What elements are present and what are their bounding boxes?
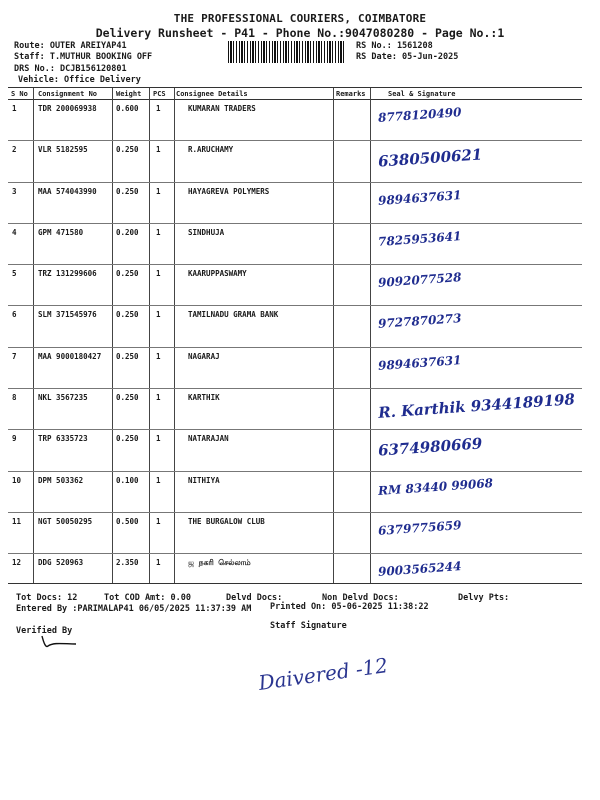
verifier-signature-icon — [38, 632, 78, 652]
route-label: Route: OUTER AREIYAP41 — [14, 41, 127, 51]
row-consignee: NATARAJAN — [188, 434, 229, 444]
row-weight: 0.250 — [116, 269, 139, 279]
row-sno: 8 — [12, 393, 17, 403]
tot-docs: Tot Docs: 12 — [16, 593, 78, 603]
row-consignment: VLR 5182595 — [38, 145, 88, 155]
row-pcs: 1 — [156, 269, 161, 279]
row-signature: 9092077528 — [377, 270, 462, 291]
rs-number: RS No.: 1561208 — [356, 41, 433, 51]
row-pcs: 1 — [156, 351, 161, 361]
table-row — [8, 183, 582, 224]
row-sno: 7 — [12, 351, 17, 361]
row-consignee: HAYAGREVA POLYMERS — [188, 186, 270, 196]
row-consignment: NGT 50050295 — [38, 516, 93, 526]
col-remarks: Remarks — [336, 90, 366, 98]
staff-label: Staff: T.MUTHUR BOOKING OFF — [14, 52, 153, 62]
rs-date: RS Date: 05-Jun-2025 — [356, 52, 459, 62]
row-consignment: MAA 574043990 — [38, 186, 97, 196]
table-row — [8, 100, 582, 141]
row-consignment: TRZ 131299606 — [38, 269, 97, 279]
row-sno: 1 — [12, 104, 17, 113]
row-consignee: NITHIYA — [188, 475, 220, 485]
table-body — [8, 100, 582, 595]
entered-by: Entered By :PARIMALAP41 06/05/2025 11:37:39 AM — [16, 604, 252, 614]
row-signature: 6374980669 — [377, 434, 483, 460]
runsheet-title: Delivery Runsheet - P41 - Phone No.:9047080280 - Page No.:1 — [95, 26, 505, 40]
vehicle-label: Vehicle: Office Delivery — [18, 75, 141, 85]
row-sno: 11 — [12, 516, 22, 526]
row-sno: 4 — [12, 227, 17, 237]
row-consignment: GPM 471580 — [38, 227, 84, 237]
table-row — [8, 513, 582, 554]
row-signature: R. Karthik 9344189198 — [377, 390, 576, 422]
row-sno: 6 — [12, 310, 17, 320]
row-consignee: KARTHIK — [188, 393, 220, 403]
col-consignment: Consignment No — [38, 90, 98, 98]
row-consignment: MAA 9000180427 — [38, 351, 102, 361]
row-consignment: TRP 6335723 — [38, 434, 88, 444]
row-pcs: 1 — [156, 393, 161, 403]
row-consignee: KAARUPPASWAMY — [188, 269, 247, 279]
row-sno: 10 — [12, 475, 22, 485]
barcode — [228, 41, 346, 63]
verified-by: Verified By — [16, 626, 73, 636]
printed-on: Printed On: 05-06-2025 11:38:22 — [270, 602, 429, 612]
handwritten-note: Daivered -12 — [256, 653, 390, 695]
row-consignee: NAGARAJ — [188, 351, 220, 361]
row-consignee: ஜ நகரி செல்லாம் — [188, 558, 251, 568]
row-weight: 0.600 — [116, 104, 139, 113]
row-consignee: KUMARAN TRADERS — [188, 104, 256, 113]
row-pcs: 1 — [156, 104, 161, 113]
table-row — [8, 141, 582, 182]
row-weight: 0.250 — [116, 393, 139, 403]
col-consignee: Consignee Details — [176, 90, 248, 98]
tot-cod-amt: Tot COD Amt: 0.00 — [104, 593, 191, 603]
row-sno: 3 — [12, 186, 17, 196]
col-seal-signature: Seal & Signature — [388, 90, 456, 98]
row-pcs: 1 — [156, 475, 161, 485]
row-weight: 0.250 — [116, 186, 139, 196]
col-sno: S No — [11, 90, 28, 98]
table-row — [8, 265, 582, 306]
consignment-table — [8, 87, 582, 584]
table-row — [8, 430, 582, 471]
delvd-docs: Delvd Docs: — [226, 593, 283, 603]
row-pcs: 1 — [156, 516, 161, 526]
row-signature: 9727870273 — [377, 311, 462, 332]
row-pcs: 1 — [156, 434, 161, 444]
row-sno: 12 — [12, 558, 22, 568]
row-signature: RM 83440 99068 — [377, 475, 494, 498]
row-signature: 6379775659 — [377, 518, 462, 538]
row-weight: 0.250 — [116, 310, 139, 320]
row-weight: 0.100 — [116, 475, 139, 485]
row-signature: 9894637631 — [377, 352, 462, 373]
row-pcs: 1 — [156, 145, 161, 155]
row-weight: 0.250 — [116, 434, 139, 444]
row-pcs: 1 — [156, 186, 161, 196]
row-consignee: SINDHUJA — [188, 227, 225, 237]
row-consignment: TDR 200069938 — [38, 104, 97, 113]
table-row — [8, 472, 582, 513]
table-row — [8, 389, 582, 430]
row-sno: 9 — [12, 434, 17, 444]
row-pcs: 1 — [156, 310, 161, 320]
row-consignee: THE BURGALOW CLUB — [188, 516, 265, 526]
col-pcs: PCS — [153, 90, 166, 98]
row-consignment: SLM 371545976 — [38, 310, 97, 320]
row-consignment: DPM 503362 — [38, 475, 84, 485]
row-signature: 7825953641 — [377, 228, 462, 249]
row-consignment: NKL 3567235 — [38, 393, 88, 403]
row-consignee: TAMILNADU GRAMA BANK — [188, 310, 279, 320]
non-delvd-docs: Non Delvd Docs: — [322, 593, 399, 603]
row-sno: 2 — [12, 145, 17, 155]
row-consignment: DDG 520963 — [38, 558, 84, 568]
row-signature: 9003565244 — [377, 559, 462, 580]
drs-label: DRS No.: DCJB156120801 — [14, 64, 127, 74]
table-header — [8, 88, 582, 100]
row-weight: 0.250 — [116, 351, 139, 361]
table-row — [8, 306, 582, 347]
row-signature: 9894637631 — [377, 187, 462, 208]
row-weight: 2.350 — [116, 558, 139, 568]
row-pcs: 1 — [156, 227, 161, 237]
delvy-pts: Delvy Pts: — [458, 593, 510, 603]
table-row — [8, 348, 582, 389]
row-weight: 0.500 — [116, 516, 139, 526]
row-sno: 5 — [12, 269, 17, 279]
row-signature: 6380500621 — [377, 145, 483, 171]
row-pcs: 1 — [156, 558, 161, 568]
table-row — [8, 224, 582, 265]
row-consignee: R.ARUCHAMY — [188, 145, 234, 155]
col-weight: Weight — [116, 90, 142, 98]
company-title: THE PROFESSIONAL COURIERS, COIMBATORE — [173, 12, 427, 25]
staff-signature-label: Staff Signature — [270, 621, 347, 631]
row-weight: 0.250 — [116, 145, 139, 155]
row-weight: 0.200 — [116, 227, 139, 237]
table-row — [8, 554, 582, 594]
row-signature: 8778120490 — [377, 105, 462, 125]
